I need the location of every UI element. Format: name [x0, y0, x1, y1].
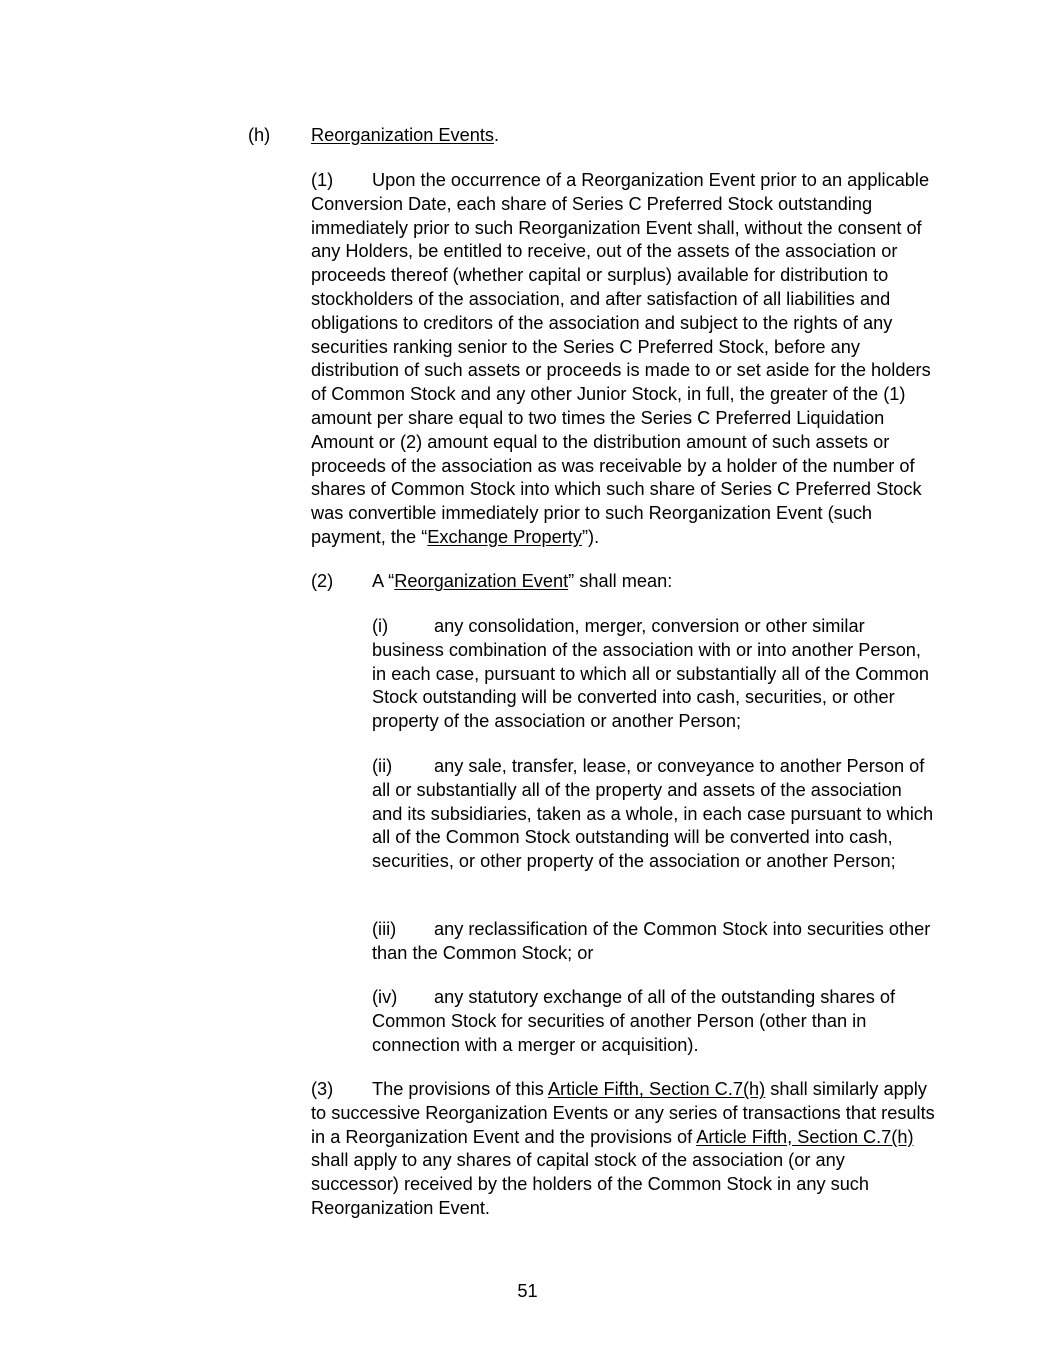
- paragraph-3-text-middle: shall similarly apply to successive Reorganization Events or any series of transactions that results in a Reorganization Event and the provisions of: [311, 1079, 935, 1147]
- paragraph-3: [311, 1078, 936, 1221]
- list-item-ii-number: (ii): [372, 756, 393, 776]
- paragraph-1-number: (1): [311, 170, 334, 190]
- paragraph-2-text: A “: [372, 571, 395, 591]
- section-title: Reorganization Events: [311, 125, 494, 145]
- list-item-ii: [372, 755, 936, 874]
- paragraph-3-number: (3): [311, 1079, 334, 1099]
- defined-term-reorganization-event: Reorganization Event: [394, 571, 569, 591]
- paragraph-1-text-end: ”).: [581, 526, 600, 547]
- cross-reference-2: Article Fifth, Section C.7(h): [696, 1126, 914, 1147]
- paragraph-2-text-end: ” shall mean:: [568, 571, 673, 591]
- section-heading: [248, 124, 948, 148]
- paragraph-2: [311, 570, 936, 594]
- section-number: (h): [248, 125, 271, 145]
- paragraph-3-text: The provisions of this: [372, 1079, 548, 1099]
- section-title-suffix: .: [494, 125, 500, 145]
- paragraph-1: [311, 169, 936, 550]
- list-item-ii-text: any sale, transfer, lease, or conveyance to another Person of all or substantially all of the property and assets of the association and its subsidiaries, taken as a whole, in each case pursuant to which all of the Common Stock outstanding will be converted into cash, securities, or other property of the association or another Person;: [372, 756, 934, 872]
- paragraph-2-number: (2): [311, 571, 334, 591]
- defined-term-exchange-property: Exchange Property: [427, 526, 582, 547]
- list-item-i: [372, 615, 936, 734]
- list-item-iii-text: any reclassification of the Common Stock into securities other than the Common Stock; or: [372, 919, 931, 963]
- list-item-iv: [372, 986, 936, 1057]
- cross-reference-1: Article Fifth, Section C.7(h): [547, 1079, 766, 1099]
- list-item-i-text: any consolidation, merger, conversion or other similar business combination of the association with or into another Person, in each case, pursuant to which all or substantially all of the Common Stock outstanding will be converted into cash, securities, or other property of the association or another Person;: [372, 616, 930, 732]
- list-item-i-number: (i): [372, 616, 389, 636]
- paragraph-3-text-end: shall apply to any shares of capital stock of the association (or any successor) received by the holders of the Common Stock in any such Reorganization Event.: [311, 1150, 870, 1218]
- list-item-iv-number: (iv): [372, 987, 398, 1007]
- list-item-iv-text: any statutory exchange of all of the outstanding shares of Common Stock for securities of another Person (other than in connection with a merger or acquisition).: [372, 987, 896, 1055]
- paragraph-1-text: Upon the occurrence of a Reorganization Event prior to an applicable Conversion Date, each share of Series C Preferred Stock outstanding immediately prior to such Reorganization Event shall, without the consent of any Holders, be entitled to receive, out of the assets of the association or proceeds thereof (whether capital or surplus) available for distribution to stockholders of the association, and after satisfaction of all liabilities and obligations to creditors of the association and subject to the rights of any securities ranking senior to the Series C Preferred Stock, before any distribution of such assets or proceeds is made to or set aside for the holders of Common Stock and any other Junior Stock, in full, the greater of the (1) amount per share equal to two times the Series C Preferred Liquidation Amount or (2) amount equal to the distribution amount of such assets or proceeds of the association as was receivable by a holder of the number of shares of Common Stock into which such share of Series C Preferred Stock was convertible immediately prior to such Reorganization Event (such payment, the “: [311, 170, 931, 547]
- list-item-iii: [372, 918, 936, 966]
- page-number: 51: [517, 1281, 538, 1301]
- list-item-iii-number: (iii): [372, 919, 397, 939]
